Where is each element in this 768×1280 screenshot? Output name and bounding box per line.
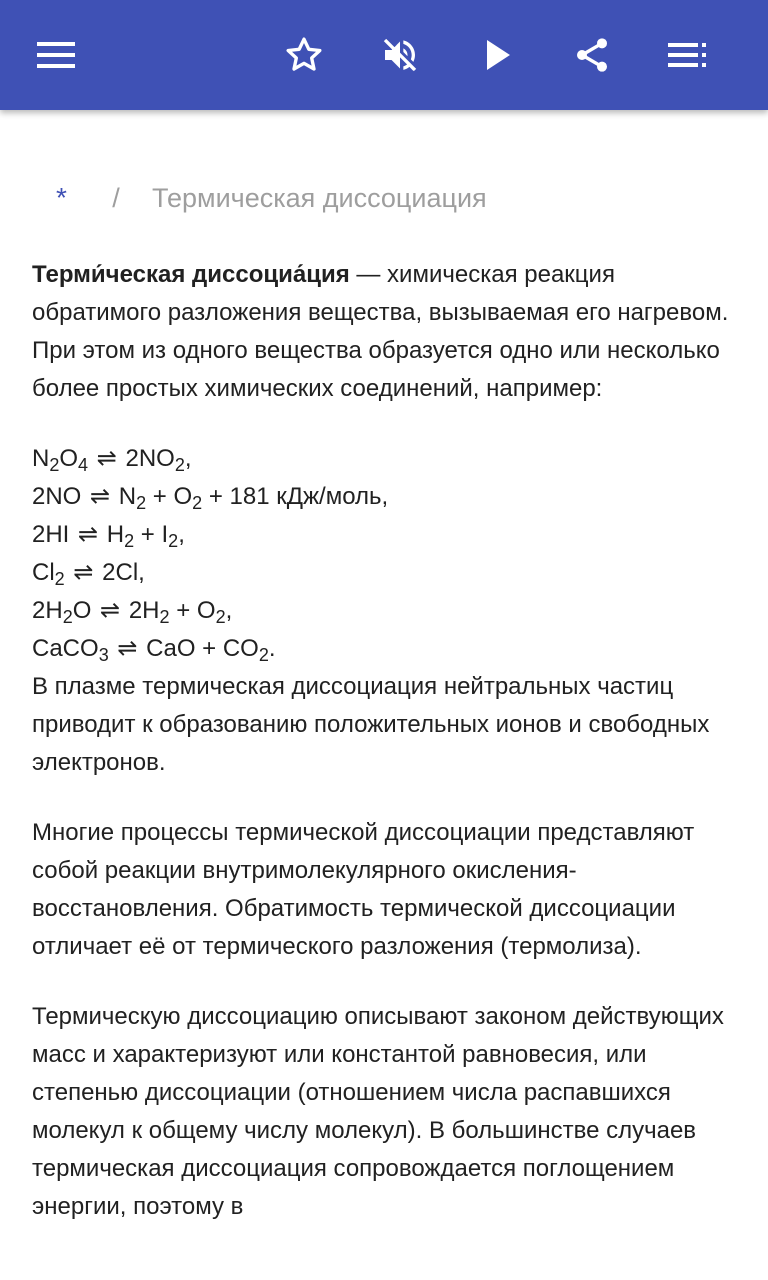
equilibrium-arrow: ⇌ <box>96 445 117 472</box>
article-body <box>32 256 737 1258</box>
equation-5: $2H_2O$ ⇌ $2H_2 + O_2$, <box>32 592 737 630</box>
paragraph-3: Термическую диссоциацию описывают законом действующих масс и характеризуют или константой равновесия, или степенью диссоциации (отношением числа распавшихся молекул к общему числу молекул). В большинстве случаев термическая диссоциация сопровождается поглощением энергии, поэтому в <box>32 1003 724 1220</box>
volume-off-icon <box>380 35 420 75</box>
equation-1: $N_2O_4$ ⇌ $2NO_2$, <box>32 440 737 478</box>
equilibrium-arrow: ⇌ <box>117 635 138 662</box>
play-icon <box>484 39 512 71</box>
article-term: Терми́ческая диссоциа́ция <box>32 261 350 288</box>
playlist-button[interactable] <box>658 25 718 85</box>
paragraph-2: Многие процессы термической диссоциации представляют собой реакции внутримолекулярного окисления-восстановления. Обратимость термической диссоциации отличает её от термического разложения (термолиза). <box>32 819 695 960</box>
breadcrumb-separator: / <box>112 183 120 213</box>
equilibrium-arrow: ⇌ <box>78 521 99 548</box>
mute-button[interactable] <box>370 25 430 85</box>
intro-text: — химическая реакция обратимого разложения вещества, вызываемая его нагревом. При этом из одного вещества образуется одно или несколько более простых химических соединений, например: <box>32 261 729 402</box>
equation-3: 2HI ⇌ $H_2 + I_2$, <box>32 516 737 554</box>
playlist-icon <box>668 41 708 69</box>
formulas-block <box>32 440 737 668</box>
equation-4: $Cl_2$ ⇌ 2Cl, <box>32 554 737 592</box>
plasma-paragraph: В плазме термическая диссоциация нейтральных частиц приводит к образованию положительных ионов и свободных электронов. <box>32 673 710 776</box>
menu-button[interactable] <box>26 25 86 85</box>
star-outline-icon <box>284 35 324 75</box>
equation-2: 2NO ⇌ $N_2 + O_2 + 181$ кДж/моль, <box>32 478 737 516</box>
equilibrium-arrow: ⇌ <box>73 559 94 586</box>
equilibrium-arrow: ⇌ <box>100 597 121 624</box>
breadcrumb-current: Термическая диссоциация <box>152 183 487 213</box>
share-icon <box>572 34 612 76</box>
equilibrium-arrow: ⇌ <box>90 483 111 510</box>
equation-6: CaCO$_3$ ⇌ CaO + $CO_2$. <box>32 630 737 668</box>
intro-paragraph <box>32 256 737 408</box>
breadcrumb <box>56 180 487 216</box>
hamburger-menu-icon <box>37 41 75 69</box>
play-button[interactable] <box>468 25 528 85</box>
share-button[interactable] <box>562 25 622 85</box>
article-content[interactable] <box>0 110 768 1280</box>
breadcrumb-home-link[interactable]: * <box>56 182 67 213</box>
favorite-button[interactable] <box>274 25 334 85</box>
app-toolbar <box>0 0 768 110</box>
